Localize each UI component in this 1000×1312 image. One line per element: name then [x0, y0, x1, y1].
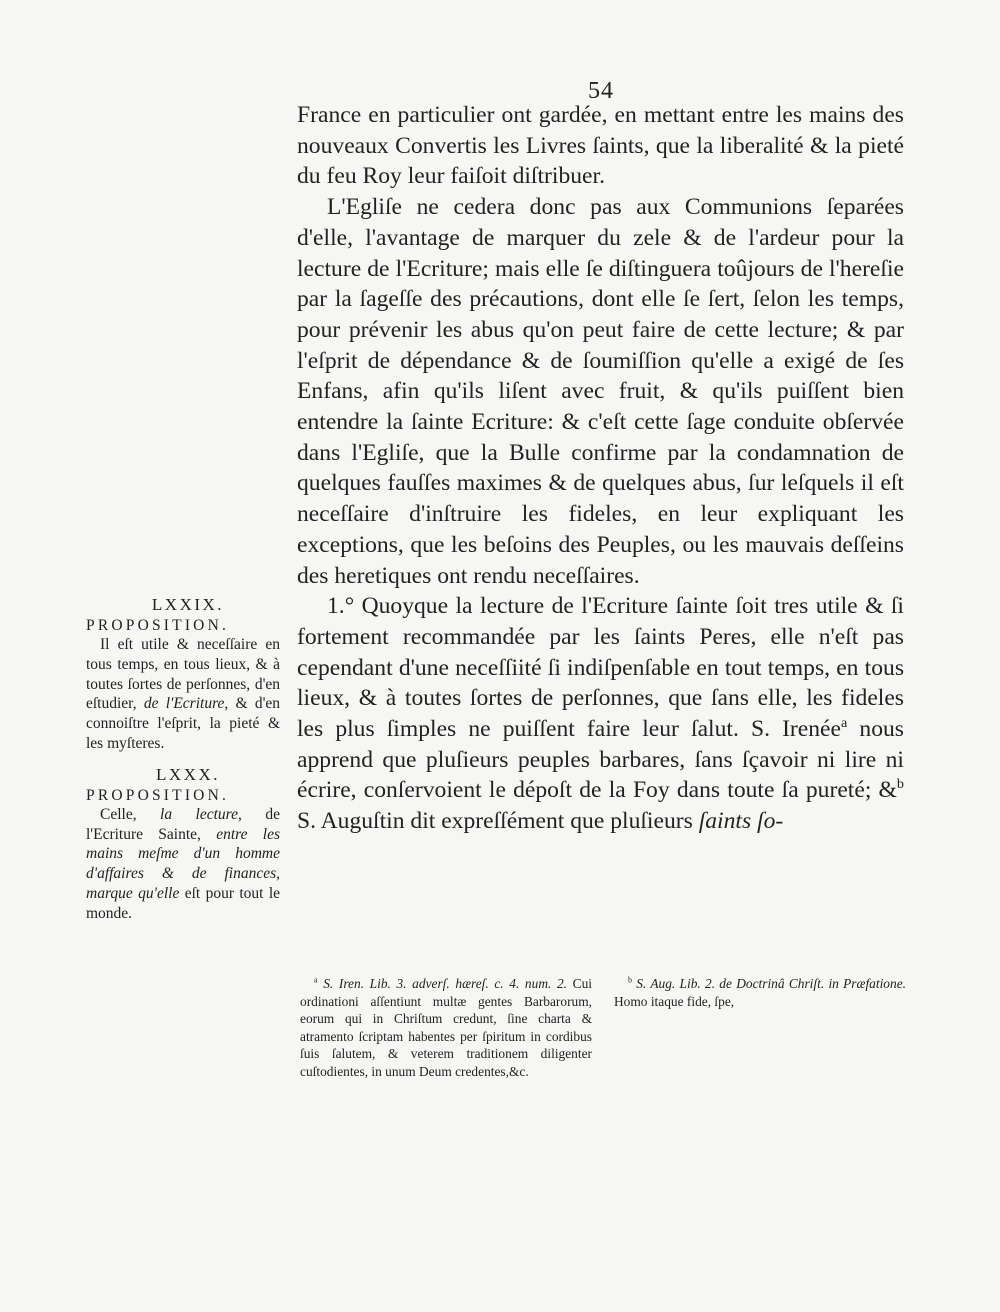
note-text-italic: la lecture — [160, 805, 239, 823]
footnote-b-ref: S. Aug. Lib. 2. de Doctrinâ Chriſt. in Præfatione. — [636, 976, 906, 991]
note-label: PROPOSITION. — [86, 786, 230, 804]
note-text-end: , & d'en connoiſtre l'eſprit, la pieté & les myſteres. — [86, 695, 280, 752]
footnote-b — [614, 975, 906, 1081]
note-text-plain: Il eſt utile & neceſſaire en tous temps, en tous lieux, & à toutes ſortes de perſonnes, d'en eſtudier, — [86, 636, 280, 713]
note-text — [86, 635, 280, 754]
paragraph-3-text-1: 1.° Quoyque la lecture de l'Ecriture ſainte ſoit tres utile & ſi fortement recommandée par les ſaints Peres, elle n'eſt pas cependant d'une neceſſiité ſi indiſpenſable en tout temps, en tous lieux, & à toutes ſortes de perſonnes, que ſans elle, les fideles les plus ſimples ne puiſſent faire leur ſalut. S. Irenée — [297, 593, 904, 743]
footnote-a-marker: a — [314, 975, 318, 985]
paragraph-3-text-2: nous apprend que pluſieurs peuples barbares, ſans ſçavoir ni lire ni écrire, conſervoient le dépoſt de la Foy dans toute ſa pureté; & — [297, 716, 904, 804]
paragraph-1: France en particulier ont gardée, en mettant entre les mains des nouveaux Convertis les Livres ſaints, que la liberalité & la pieté du feu Roy leur faiſoit diſtribuer. — [297, 102, 904, 190]
margin-note-lxxx — [86, 764, 280, 924]
note-text-end: eſt pour tout le monde. — [86, 884, 281, 922]
footnote-b-marker: b — [628, 975, 633, 985]
footnote-a — [300, 975, 592, 1081]
note-text-italic: de l'Ecriture — [143, 695, 225, 713]
paragraph-3-italic: ſaints ſo- — [698, 808, 784, 835]
page-number: 54 — [588, 78, 614, 104]
note-label: PROPOSITION. — [86, 617, 230, 634]
footnote-ref-b: b — [896, 776, 904, 793]
footnotes — [300, 975, 906, 1081]
footnote-a-ref: S. Iren. Lib. 3. adverſ. hæreſ. c. 4. num. 2. — [323, 976, 568, 991]
note-number: LXXX. — [156, 764, 220, 784]
footnote-b-text: Homo itaque fide, ſpe, — [614, 993, 735, 1009]
main-text — [297, 100, 904, 837]
paragraph-2: L'Egliſe ne cedera donc pas aux Communions ſeparées d'elle, l'avantage de marquer du zele & de l'ardeur pour la lecture de l'Ecriture; mais elle ſe diſtinguera toûjours de l'hereſie par la ſageſſe des précautions, dont elle ſe ſert, ſelon les temps, pour prévenir les abus qu'on peut faire de cette lecture; & par l'eſprit de dépendance & de ſoumiſſion qu'elle a exigé de ſes Enfans, afin qu'ils liſent avec fruit, & qu'ils puiſſent bien entendre la ſainte Ecriture: & c'eſt cette ſage conduite obſervée dans l'Egliſe, que la Bulle confirme par la condamnation de quelques fauſſes maximes & de quelques abus, ſur leſquels il eſt neceſſaire d'inſtruire les fideles, en leur expliquant les exceptions, que les beſoins des Peuples, ou les mauvais deſſeins des heretiques ont rendu neceſſaires. — [297, 194, 904, 589]
footnote-ref-a: a — [841, 715, 848, 732]
footnote-a-text: Cui ordinationi aſſentiunt multæ gentes Barbarorum, eorum qui in Chriſtum credunt, ſine charta & atramento ſcriptam habentes per ſpiritum in cordibus ſuis ſalutem, & veterem traditionem diligenter cuſtodientes, in unum Deum credentes,&c. — [300, 976, 593, 1079]
note-text — [86, 805, 280, 924]
margin-note-lxxix — [86, 594, 280, 754]
note-text-mid: , de l'Ecriture Sainte, — [86, 805, 280, 843]
note-text-italic-2: entre les mains meſme d'un homme d'affaires & de finances, marque qu'elle — [86, 825, 280, 902]
paragraph-3-text-3: S. Auguſtin dit expreſſément que pluſieurs — [297, 808, 699, 835]
paragraph-3 — [297, 591, 904, 837]
margin-notes — [86, 594, 280, 934]
note-number: LXXIX. — [151, 595, 225, 614]
note-text-plain: Celle, — [100, 805, 161, 823]
